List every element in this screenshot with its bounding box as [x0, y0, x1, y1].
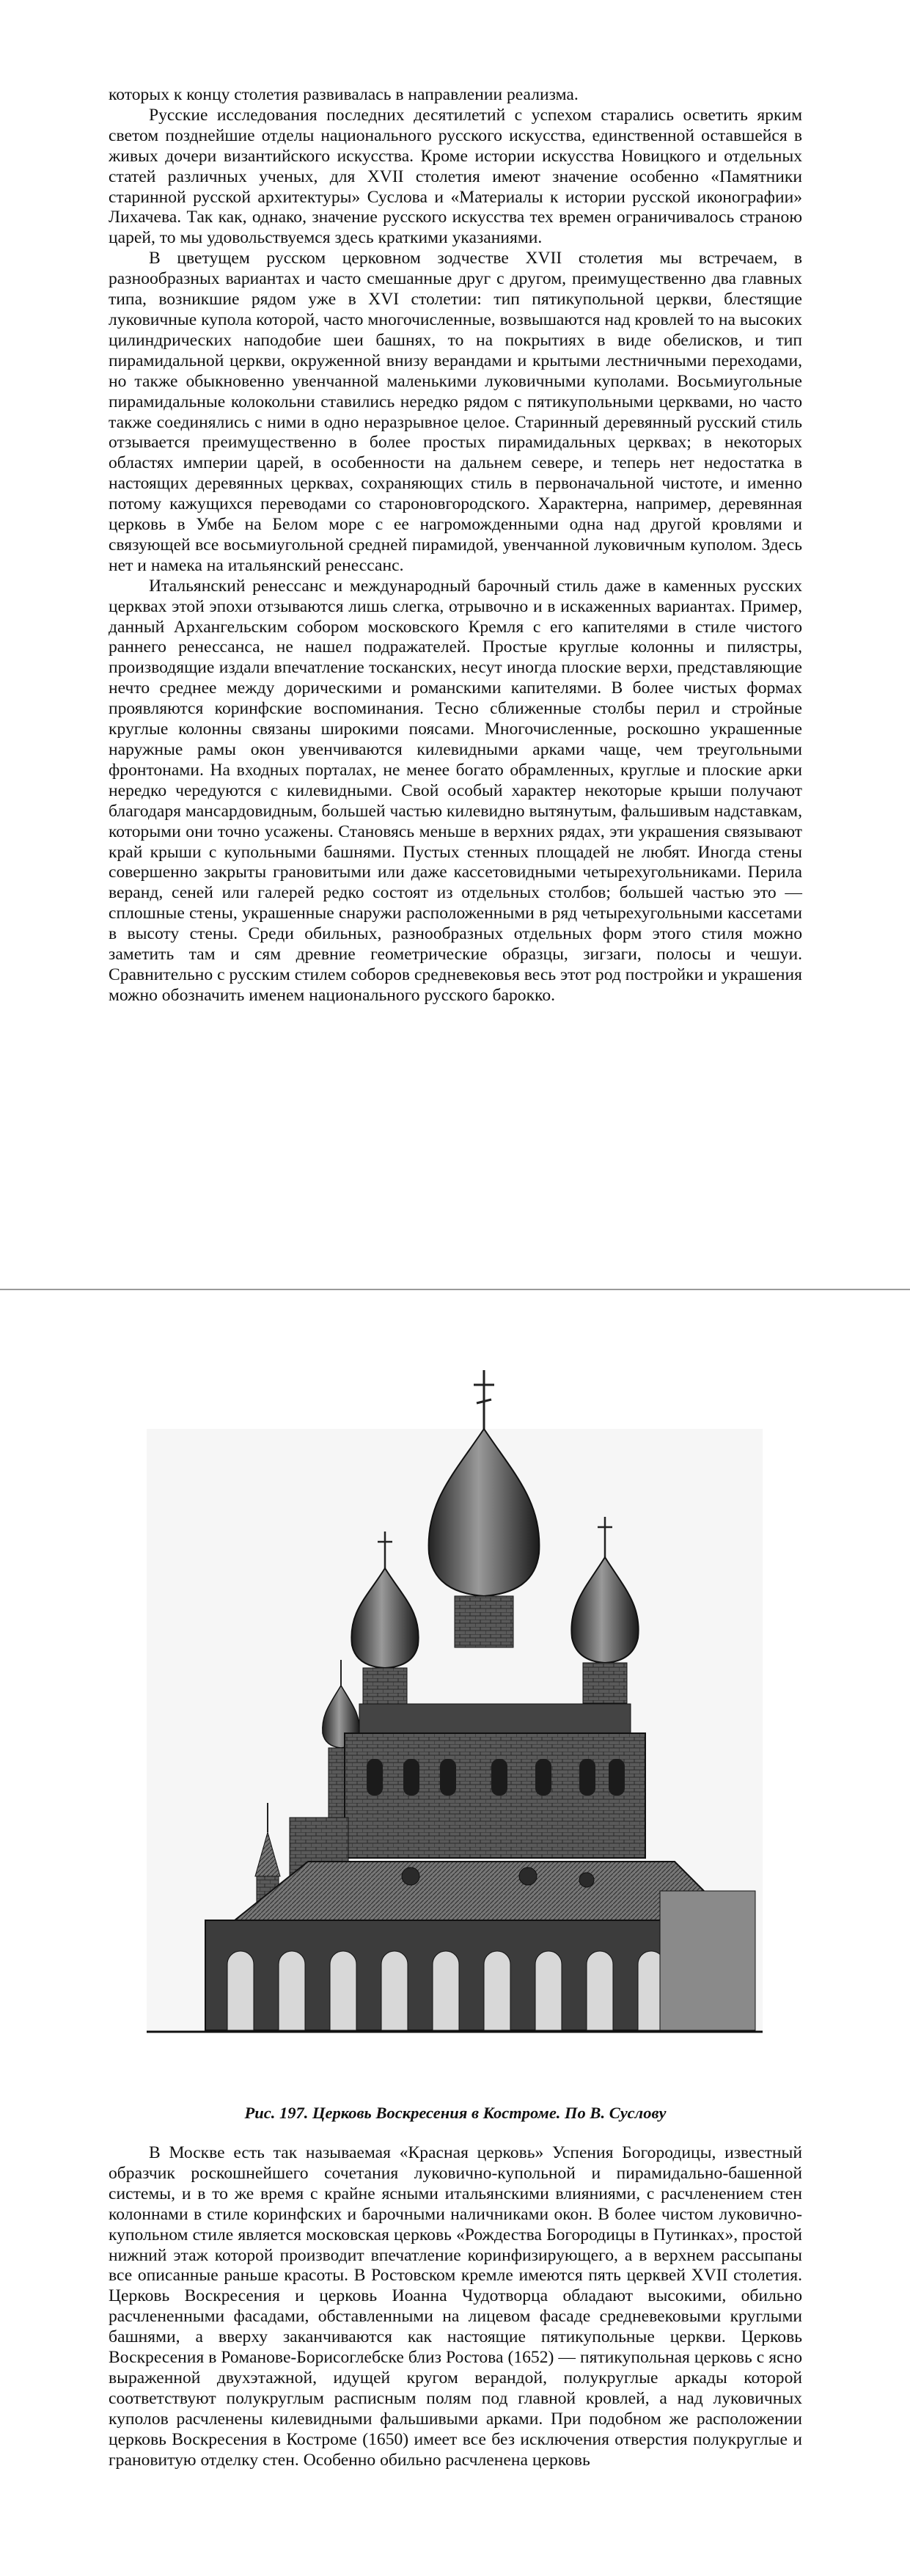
paragraph: Русские исследования последних десятилетий с успехом старались осветить ярким светом позднейшие отделы национального русского искусства, единственной оставшейся в живых дочери византийского искусства. Кроме истории искусства Новицкого и отдельных статей различных ученых, для XVII столетия имеют значение особенно «Памятники старинной русской архитектуры» Суслова и «Материалы к истории русской иконографии» Лихачева. Так как, однако, значение русского искусства тех времен ограничивалось страною царей, то мы удовольствуемся здесь краткими указаниями.: [109, 105, 802, 248]
page-1-text: [109, 85, 802, 1006]
paragraph: В Москве есть так называемая «Красная церковь» Успения Богородицы, известный образчик роскошнейшего сочетания луковично-купольной и пирамидально-башенной системы, и в то же время с крайне ясными итальянскими влияниями, с расчленением стен колоннами в стиле коринфских и барочными наличниками окон. В более чистом луковично-купольном стиле является московская церковь «Рождества Богородицы в Путинках», простой нижний этаж которой производит впечатление коринфизирующего, а в верхнем рассыпаны все описанные раньше красоты. В Ростовском кремле имеются пять церквей XVII столетия. Церковь Воскресения и церковь Иоанна Чудотворца обладают высокими, обильно расчлененными фасадами, обставленными на лицевом фасаде средневековыми круглыми башнями, а вверху заканчиваются как настоящие пятикупольные церкви. Церковь Воскресения в Романове-Борисоглебске близ Ростова (1652) — пятикупольная церковь с ясно выраженной двухэтажной, идущей кругом верандой, полукруглые аркады которой соответствуют полукруглым расписным полям под главной кровлей, а над луковичных куполов расчленены килевидными фальшивыми арками. При подобном же расположении церковь Воскресения в Костроме (1650) имеет все без исключения отверстия полукруглые и грановитую отделку стен. Особенно обильно расчленена церковь: [109, 2143, 802, 2470]
paragraph: Итальянский ренессанс и международный барочный стиль даже в каменных русских церквах этой эпохи отзываются лишь слегка, отрывочно и в искаженных вариантах. Пример, данный Архангельским собором московского Кремля с его капителями в стиле чистого раннего ренессанса, не нашел подражателей. Простые круглые колонны и пилястры, производящие издали впечатление тосканских, несут иногда плоские верхи, представляющие нечто среднее между дорическими и романскими капителями. В более чистых формах проявляются коринфские воспоминания. Тесно сближенные столбы перил и стройные круглые колонны связаны широкими поясами. Многочисленные, роскошно украшенные наружные рамы окон увенчиваются килевидными арками чаще, чем треугольными фронтонами. На входных порталах, не менее богато обрамленных, круглые и плоские арки нередко чередуются с килевидными. Свой особый характер некоторые крыши получают благодаря мансардовидным, большей частью килевидно вытянутым, фальшивым надставкам, которыми они точно усажены. Становясь меньше в верхних рядах, эти украшения связывают край крыши с купольными башнями. Пустых стенных площадей не любят. Иногда стены совершенно закрыты грановитыми или даже кассетовидными четырехугольниками. Перила веранд, сеней или галерей редко состоят из отдельных столбов; большей частью это — сплошные стены, украшенные снаружи расположенными в ряд четырехугольными кассетами в высоту стены. Среди обильных, разнообразных отдельных форм этого стиля можно заметить там и сям древние геометрические образцы, зигзаги, полосы и чешуи. Сравнительно с русским стилем соборов средневековья весь этот род постройки и украшения можно обозначить именем национального русского барокко.: [109, 576, 802, 1005]
paragraph: которых к концу столетия развивалась в направлении реализма.: [109, 85, 579, 104]
church-illustration: [147, 1363, 763, 2089]
church-drawing: [147, 1363, 763, 2089]
figure-caption: Рис. 197. Церковь Воскресения в Костроме. По В. Суслову: [244, 2104, 667, 2122]
paragraph: В цветущем русском церковном зодчестве XVII столетия мы встречаем, в разнообразных вариантах и часто смешанные друг с другом, преимущественно два главных типа, возникшие рядом уже в XVI столетии: тип пятикупольной церкви, блестящие луковичные купола которой, часто многочисленные, возвышаются над кровлей то на высоких цилиндрических наподобие шеи башнях, то на покрытиях в виде обелисков, и тип пирамидальной церкви, окруженной внизу верандами и крытыми лестничными переходами, но также обыкновенно увенчанной маленькими луковичными куполами. Восьмиугольные пирамидальные колокольни ставились нередко рядом с пятикупольными церквами, но часто также соединялись с ними в одно неразрывное целое. Старинный деревянный русский стиль отзывается преимущественно в более простых пирамидальных церквах; в некоторых областях империи царей, в особенности на дальнем севере, и теперь нет недостатка в настоящих деревянных церквах, сохраняющих стиль в первоначальной чистоте, и именно потому кажущихся переводами со староновгородского. Характерна, например, деревянная церковь в Умбе на Белом море с ее нагроможденными одна над другой кровлями и связующей все восьмиугольной средней пирамидой, увенчанной луковичным куполом. Здесь нет и намека на итальянский ренессанс.: [109, 249, 802, 575]
page-2-text: [109, 2143, 802, 2471]
